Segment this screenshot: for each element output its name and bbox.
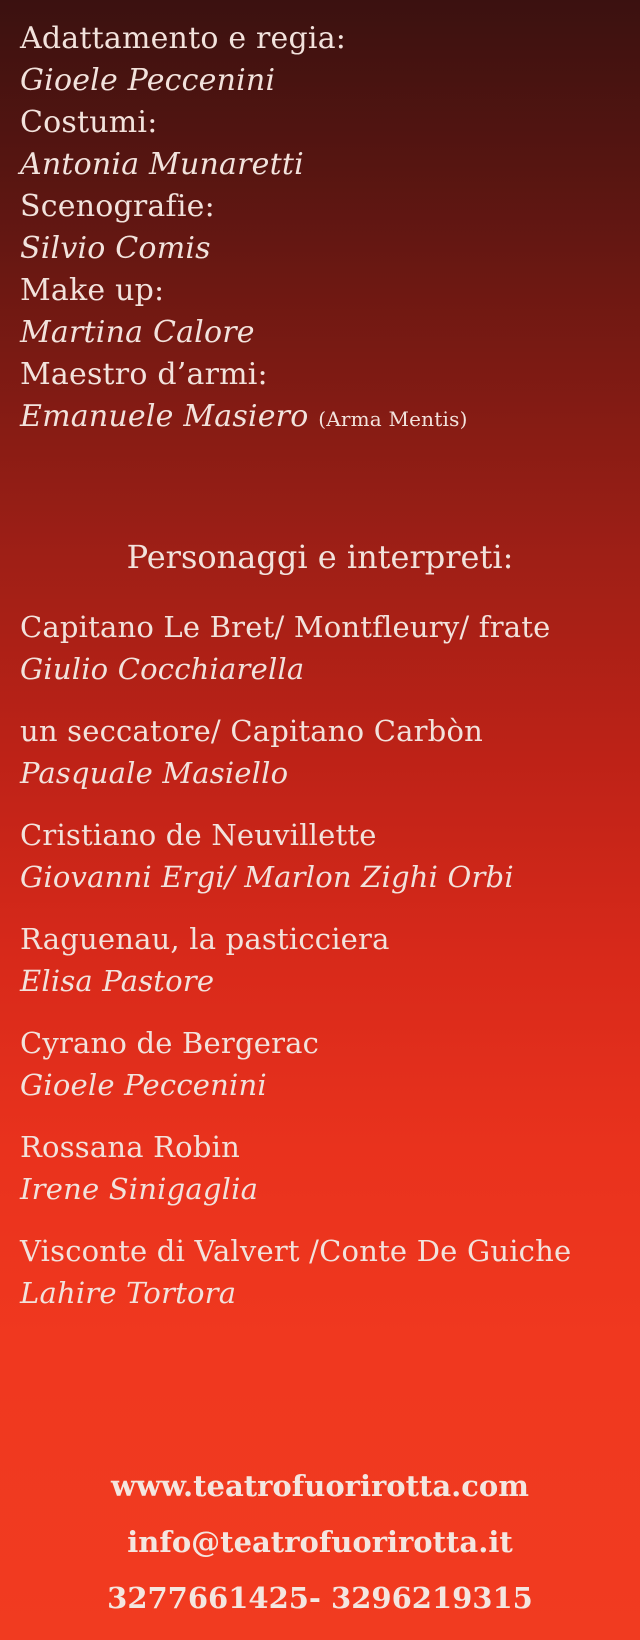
production-credits bbox=[20, 18, 620, 438]
cast-item bbox=[20, 1022, 630, 1126]
cast-role: Cristiano de Neuvillette bbox=[20, 818, 377, 852]
cast-item bbox=[20, 1126, 630, 1230]
cast-role: Capitano Le Bret/ Montfleury/ frate bbox=[20, 610, 551, 644]
cast-item bbox=[20, 1230, 630, 1334]
credit-row-fight-master bbox=[20, 396, 620, 438]
cast-role: Visconte di Valvert /Conte De Guiche bbox=[20, 1234, 572, 1268]
credit-label-scenography: Scenografie: bbox=[20, 189, 215, 224]
cast-actor: Giulio Cocchiarella bbox=[20, 652, 305, 686]
phone-numbers: 3277661425- 3296219315 bbox=[107, 1581, 533, 1615]
cast-list bbox=[20, 606, 630, 1334]
credit-label-makeup: Make up: bbox=[20, 273, 165, 308]
cast-actor: Pasquale Masiello bbox=[20, 756, 289, 790]
website-link[interactable]: www.teatrofuorirotta.com bbox=[111, 1469, 529, 1503]
credit-name-scenography: Silvio Comis bbox=[20, 231, 211, 266]
cast-actor: Giovanni Ergi/ Marlon Zighi Orbi bbox=[20, 860, 514, 894]
contact-info bbox=[0, 1458, 640, 1626]
credit-name-makeup: Martina Calore bbox=[20, 315, 255, 350]
credit-label-direction: Adattamento e regia: bbox=[20, 21, 347, 56]
credit-label-costumes: Costumi: bbox=[20, 105, 158, 140]
credit-name-fight-master: Emanuele Masiero bbox=[20, 399, 309, 434]
cast-actor: Elisa Pastore bbox=[20, 964, 215, 998]
cast-role: Cyrano de Bergerac bbox=[20, 1026, 320, 1060]
credit-name-direction: Gioele Peccenini bbox=[20, 63, 276, 98]
credit-name-costumes: Antonia Munaretti bbox=[20, 147, 304, 182]
cast-item bbox=[20, 814, 630, 918]
cast-role: un seccatore/ Capitano Carbòn bbox=[20, 714, 483, 748]
credit-note-fight-master: (Arma Mentis) bbox=[318, 407, 468, 431]
cast-item bbox=[20, 710, 630, 814]
cast-actor: Gioele Peccenini bbox=[20, 1068, 267, 1102]
cast-actor: Lahire Tortora bbox=[20, 1276, 237, 1310]
cast-section-title: Personaggi e interpreti: bbox=[126, 538, 514, 576]
cast-role: Raguenau, la pasticciera bbox=[20, 922, 390, 956]
cast-role: Rossana Robin bbox=[20, 1130, 240, 1164]
credit-label-fight-master: Maestro d’armi: bbox=[20, 357, 268, 392]
email-link[interactable]: info@teatrofuorirotta.it bbox=[127, 1525, 513, 1559]
cast-actor: Irene Sinigaglia bbox=[20, 1172, 259, 1206]
cast-item bbox=[20, 918, 630, 1022]
cast-item bbox=[20, 606, 630, 710]
